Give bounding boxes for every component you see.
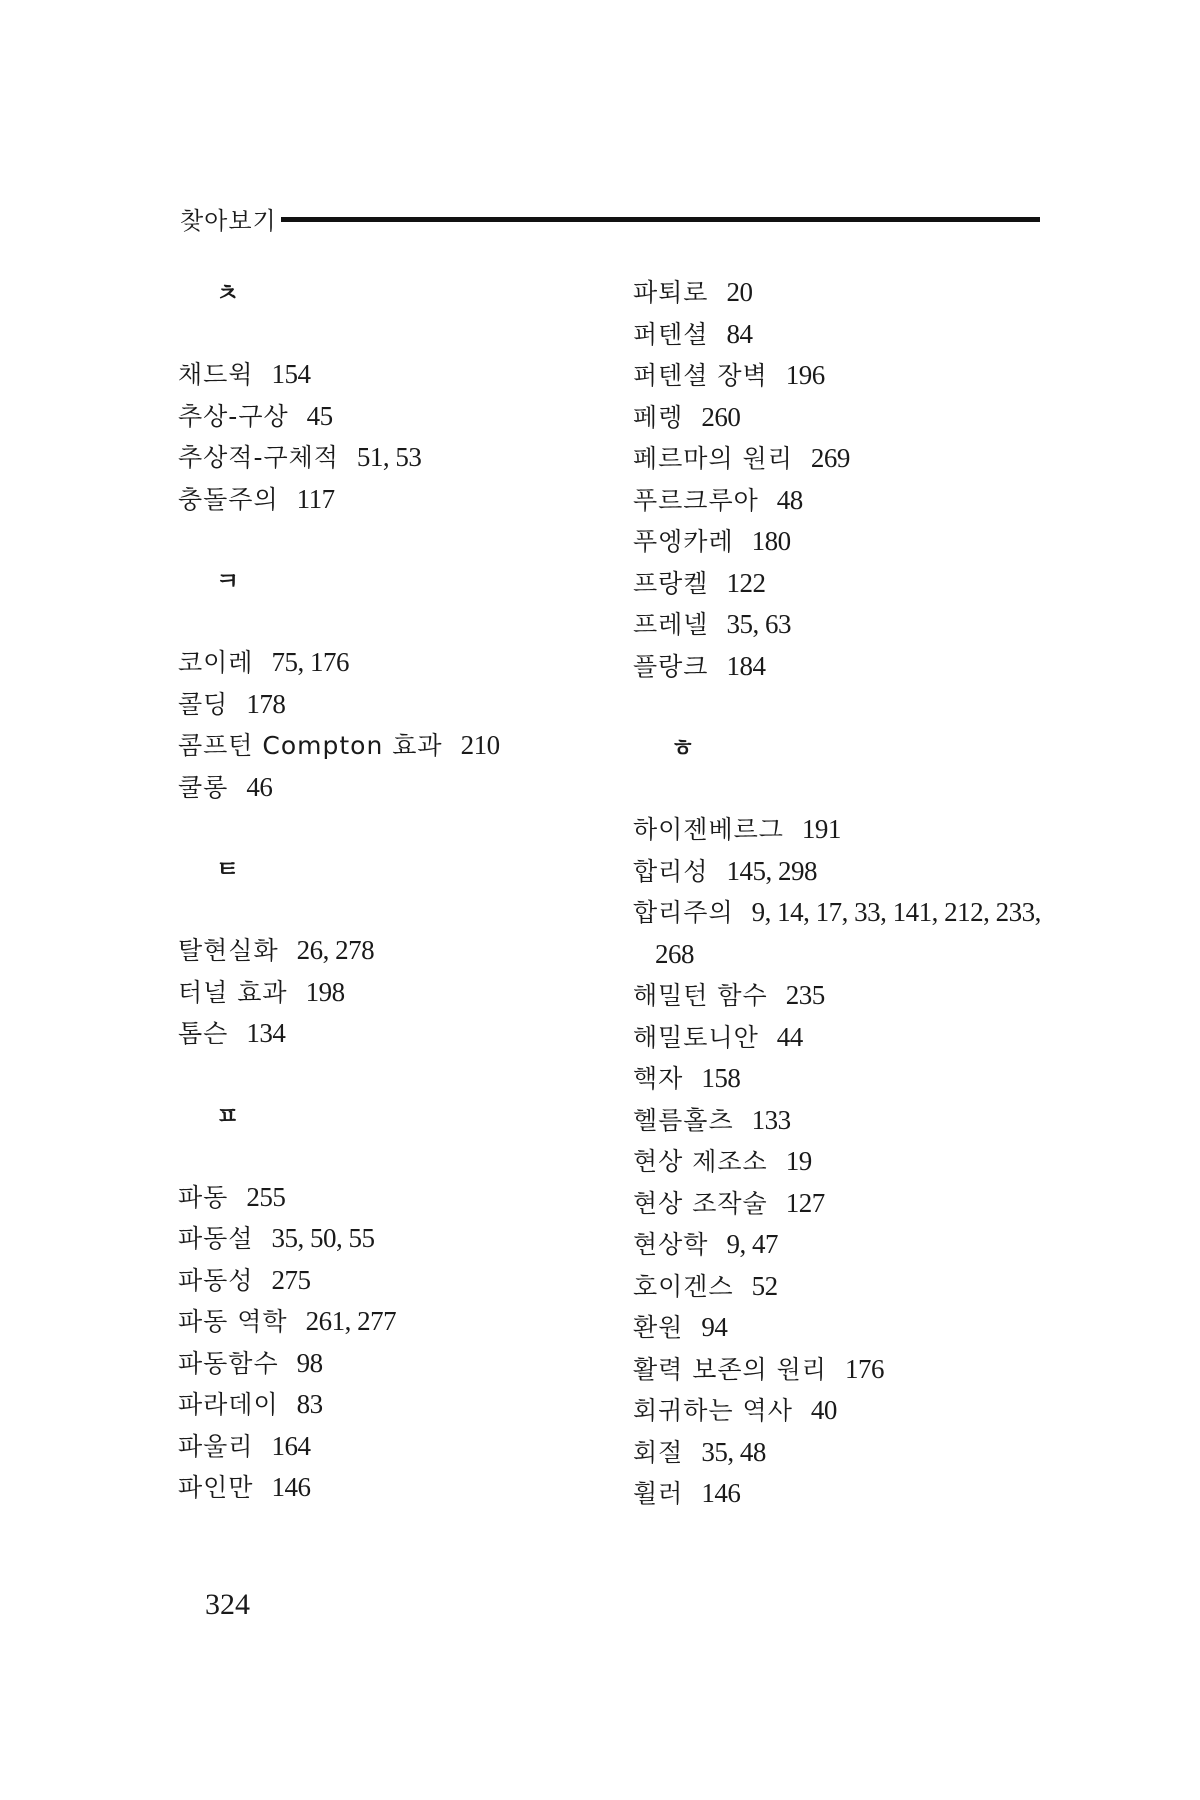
index-term: 퍼텐셜 xyxy=(633,319,709,349)
index-pages: 20 xyxy=(726,277,753,307)
index-entry xyxy=(178,1177,638,1219)
index-term: 추상-구상 xyxy=(178,401,289,431)
index-term: 코이레 xyxy=(178,648,254,677)
index-pages: 164 xyxy=(271,1430,311,1461)
index-term: 추상적-구체적 xyxy=(178,443,339,472)
index-pages: 269 xyxy=(810,443,850,473)
index-entry xyxy=(633,1224,1093,1266)
index-pages: 146 xyxy=(271,1472,311,1502)
header-rule xyxy=(281,217,1040,222)
index-pages: 35, 63 xyxy=(726,609,791,639)
index-pages: 75, 176 xyxy=(271,647,349,677)
index-term: 해밀토니안 xyxy=(633,1022,759,1052)
index-entry xyxy=(633,1017,1093,1059)
index-entry xyxy=(633,1266,1093,1308)
index-term: 호이겐스 xyxy=(633,1271,734,1301)
index-entry xyxy=(178,396,638,438)
index-term: 핵자 xyxy=(633,1064,684,1093)
index-term: 현상 제조소 xyxy=(633,1147,768,1176)
index-entry xyxy=(633,1390,1093,1432)
index-term: 프레넬 xyxy=(633,610,709,639)
index-entry xyxy=(178,642,638,684)
index-term: 페렝 xyxy=(633,402,684,432)
index-pages: 196 xyxy=(785,360,825,390)
index-term: 합리성 xyxy=(633,856,709,886)
index-term: 탈현실화 xyxy=(178,936,279,965)
index-pages: 52 xyxy=(751,1270,778,1301)
index-term: 파동성 xyxy=(178,1265,254,1295)
index-pages: 198 xyxy=(305,976,345,1007)
index-entry xyxy=(633,1141,1093,1183)
index-entry xyxy=(178,725,638,767)
index-pages: 145, 298 xyxy=(726,855,817,886)
index-term: 파동설 xyxy=(178,1224,254,1253)
index-pages: 35, 50, 55 xyxy=(271,1223,375,1253)
index-entry xyxy=(633,851,1093,893)
index-pages: 9, 14, 17, 33, 141, 212, 233, xyxy=(751,897,1041,927)
index-term: 파동함수 xyxy=(178,1348,279,1378)
left-column xyxy=(178,272,638,1509)
index-term: 퍼텐셜 장벽 xyxy=(633,361,768,390)
index-term: 파인만 xyxy=(178,1473,254,1502)
index-term: 파울리 xyxy=(178,1431,254,1461)
index-pages: 178 xyxy=(246,688,286,719)
section-letter: ㅋ xyxy=(216,567,240,595)
index-entry xyxy=(633,1473,1093,1515)
index-term: 해밀턴 함수 xyxy=(633,981,768,1010)
index-entry xyxy=(178,1301,638,1343)
index-term: 톰슨 xyxy=(178,1019,229,1048)
index-term: 푸르크루아 xyxy=(633,485,759,515)
index-entry xyxy=(178,930,638,972)
index-pages: 26, 278 xyxy=(296,935,375,965)
index-term: 회귀하는 역사 xyxy=(633,1396,793,1425)
index-entry xyxy=(633,521,1093,563)
index-pages: 51, 53 xyxy=(356,442,422,472)
index-entry xyxy=(633,1349,1093,1391)
index-term: 파라데이 xyxy=(178,1390,279,1419)
index-pages: 94 xyxy=(701,1312,728,1342)
index-entry xyxy=(633,809,1093,851)
index-term: 콜딩 xyxy=(178,689,229,719)
index-pages: 268 xyxy=(655,938,694,969)
index-pages: 255 xyxy=(246,1181,286,1212)
index-entry xyxy=(633,480,1093,522)
index-entry xyxy=(178,1426,638,1468)
index-term: 휠러 xyxy=(633,1479,684,1508)
index-entry xyxy=(633,355,1093,397)
index-term: 현상 조작술 xyxy=(633,1188,768,1218)
index-pages: 83 xyxy=(296,1389,323,1419)
index-term: 콤프턴 Compton 효과 xyxy=(178,731,443,760)
section-letter: ㅍ xyxy=(216,1101,240,1130)
index-entry xyxy=(178,1384,638,1426)
index-entry xyxy=(633,563,1093,605)
index-term: 푸엥카레 xyxy=(633,527,734,556)
index-entry xyxy=(178,479,638,521)
index-term: 파동 xyxy=(178,1182,229,1212)
index-term: 헬름홀츠 xyxy=(633,1105,734,1135)
header-label: 찾아보기 xyxy=(180,206,277,235)
section-gap xyxy=(178,520,638,560)
index-entry xyxy=(178,972,638,1014)
index-pages: 40 xyxy=(810,1395,837,1425)
index-term: 페르마의 원리 xyxy=(633,444,793,473)
index-entry xyxy=(633,438,1093,480)
index-term: 파동 역학 xyxy=(178,1307,288,1336)
index-term: 합리주의 xyxy=(633,898,734,927)
section-gap xyxy=(633,687,1093,727)
index-term: 쿨롱 xyxy=(178,772,229,802)
index-entry xyxy=(178,1260,638,1302)
index-term: 하이젠베르그 xyxy=(633,815,784,844)
index-pages: 133 xyxy=(751,1104,791,1135)
section-gap xyxy=(178,1055,638,1095)
index-pages: 261, 277 xyxy=(305,1306,397,1336)
index-entry xyxy=(178,1467,638,1509)
index-term: 회절 xyxy=(633,1437,684,1467)
page-number: 324 xyxy=(205,1588,250,1621)
index-pages: 191 xyxy=(801,814,841,844)
index-pages: 154 xyxy=(271,359,311,389)
index-entry xyxy=(178,1218,638,1260)
index-entry xyxy=(633,314,1093,356)
index-pages: 127 xyxy=(785,1187,825,1218)
index-entry xyxy=(178,684,638,726)
index-pages: 48 xyxy=(776,484,803,515)
section-gap xyxy=(178,808,638,848)
index-pages: 146 xyxy=(701,1478,741,1508)
index-term: 환원 xyxy=(633,1313,684,1342)
index-term: 플랑크 xyxy=(633,651,709,681)
index-entry xyxy=(633,1058,1093,1100)
index-pages: 45 xyxy=(306,400,333,431)
index-entry xyxy=(178,437,638,479)
index-pages: 9, 47 xyxy=(726,1229,778,1259)
index-pages: 176 xyxy=(844,1353,884,1384)
index-entry xyxy=(633,1432,1093,1474)
index-pages: 275 xyxy=(271,1264,311,1295)
index-pages: 184 xyxy=(726,650,766,681)
right-column xyxy=(633,272,1093,1515)
index-term: 활력 보존의 원리 xyxy=(633,1354,827,1384)
index-term: 프랑켈 xyxy=(633,568,709,598)
index-term: 채드윅 xyxy=(178,360,254,389)
section-letter: ㅊ xyxy=(216,279,240,307)
index-entry xyxy=(633,604,1093,646)
index-entry xyxy=(633,272,1093,314)
index-pages: 158 xyxy=(701,1063,741,1093)
index-entry xyxy=(633,975,1093,1017)
index-pages: 98 xyxy=(296,1347,323,1378)
index-entry xyxy=(178,1013,638,1055)
index-pages: 46 xyxy=(246,771,273,802)
running-header xyxy=(180,200,1040,236)
index-pages: 19 xyxy=(785,1146,812,1176)
index-pages: 134 xyxy=(246,1018,286,1048)
index-pages: 210 xyxy=(460,730,500,760)
index-pages: 235 xyxy=(785,980,825,1010)
index-entry xyxy=(178,354,638,396)
index-term: 터널 효과 xyxy=(178,977,288,1007)
index-pages: 84 xyxy=(726,318,753,349)
index-entry xyxy=(178,1343,638,1385)
section-letter: ㅌ xyxy=(216,855,240,883)
index-pages: 35, 48 xyxy=(701,1436,766,1467)
index-term: 현상학 xyxy=(633,1230,709,1259)
index-term: 충돌주의 xyxy=(178,484,279,514)
index-entry xyxy=(633,397,1093,439)
index-entry xyxy=(633,1307,1093,1349)
index-entry xyxy=(178,767,638,809)
index-term: 파퇴로 xyxy=(633,278,709,307)
index-pages: 260 xyxy=(701,401,741,432)
index-entry xyxy=(633,934,1093,976)
index-pages: 180 xyxy=(751,526,791,556)
section-letter: ㅎ xyxy=(671,734,695,762)
index-entry xyxy=(633,1183,1093,1225)
index-entry xyxy=(633,646,1093,688)
index-pages: 122 xyxy=(726,567,766,598)
index-entry xyxy=(633,892,1093,934)
index-entry xyxy=(633,1100,1093,1142)
index-pages: 44 xyxy=(776,1021,803,1052)
index-pages: 117 xyxy=(296,483,335,514)
